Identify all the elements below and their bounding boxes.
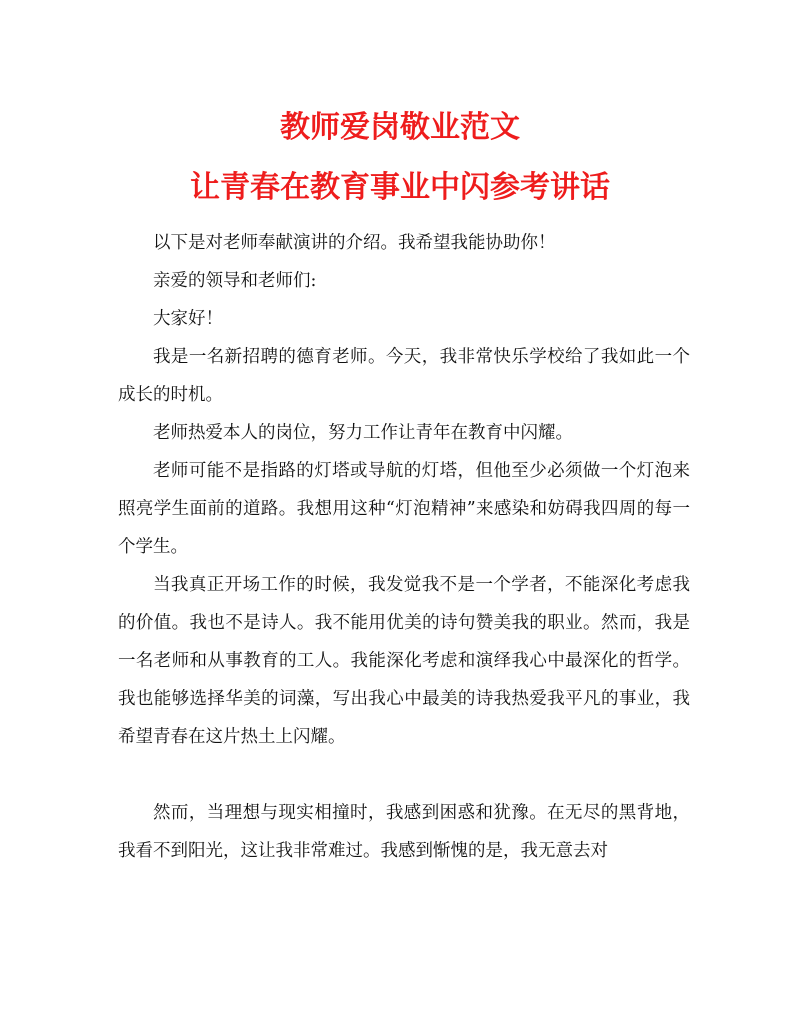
- paragraph-love-of-post: 老师热爱本人的岗位，努力工作让青年在教育中闪耀。: [153, 423, 573, 443]
- document-body: [118, 224, 690, 870]
- paragraph-self-introduction: 我是一名新招聘的德育老师。今天，我非常快乐学校给了我如此一个成长的时机。: [118, 347, 690, 405]
- document-subtitle: 让青春在教育事业中闪参考讲话: [190, 170, 610, 205]
- paragraph-greeting: 大家好！: [153, 309, 223, 329]
- document-title: 教师爱岗敬业范文: [280, 110, 520, 145]
- paragraph-lightbulb-spirit: 老师可能不是指路的灯塔或导航的灯塔，但他至少必须做一个灯泡来照亮学生面前的道路。我想用这种“灯泡精神”来感染和妨碍我四周的每一个学生。: [118, 461, 690, 557]
- paragraph-salutation: 亲爱的领导和老师们:: [153, 271, 317, 291]
- paragraph-intro: 以下是对老师奉献演讲的介绍。我希望我能协助你！: [153, 233, 556, 253]
- paragraph-work-reflection: 当我真正开场工作的时候，我发觉我不是一个学者，不能深化考虑我的价值。我也不是诗人。我不能用优美的诗句赞美我的职业。然而，我是一名老师和从事教育的工人。我能深化考虑和演绎我心中最深化的哲学。我也能够选择华美的词藻，写出我心中最美的诗我热爱我平凡的事业，我希望青春在这片热土上闪耀。: [118, 575, 690, 747]
- paragraph-ideal-vs-reality: 然而，当理想与现实相撞时，我感到困惑和犹豫。在无尽的黑背地，我看不到阳光，这让我非常难过。我感到惭愧的是，我无意去对: [118, 803, 690, 861]
